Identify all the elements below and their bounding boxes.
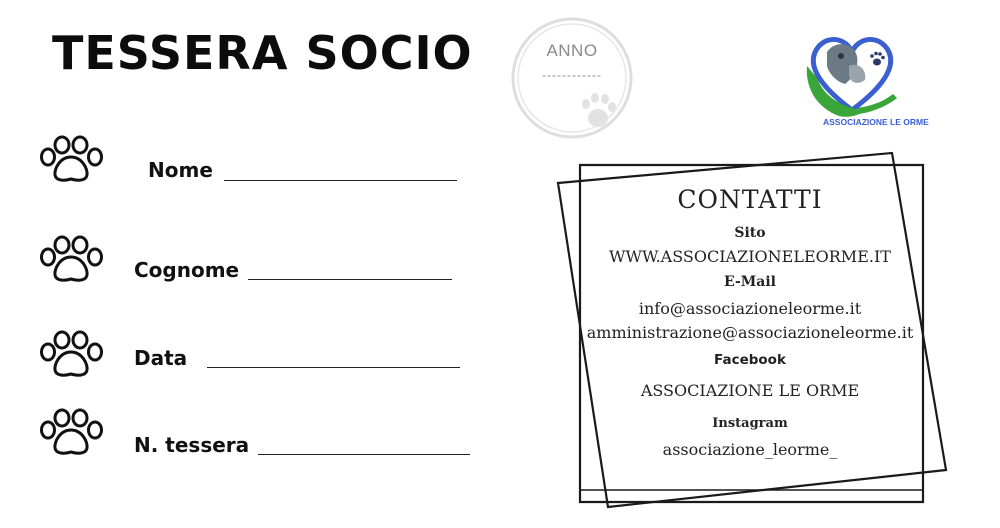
paw-icon (40, 135, 106, 185)
facebook-link[interactable]: ASSOCIAZIONE LE ORME (640, 381, 860, 400)
n-tessera-input-line[interactable] (258, 454, 470, 455)
field-data (40, 330, 480, 390)
site-link[interactable]: WWW.ASSOCIAZIONELEORME.IT (609, 247, 891, 266)
field-n-tessera (40, 408, 480, 468)
field-cognome (40, 235, 480, 295)
cognome-input-line[interactable] (248, 279, 452, 280)
facebook-label: Facebook (714, 352, 786, 368)
field-label: Data (134, 346, 188, 370)
logo-text: ASSOCIAZIONE LE ORME (823, 117, 929, 127)
field-label: Nome (148, 158, 213, 182)
site-label: Sito (734, 225, 766, 241)
paw-icon (40, 330, 106, 380)
paw-icon (40, 235, 106, 285)
email-link-info[interactable]: info@associazioneleorme.it (638, 299, 862, 318)
field-label: Cognome (134, 258, 240, 282)
paw-icon (40, 408, 106, 458)
instagram-label: Instagram (712, 416, 788, 431)
email-link-amministrazione[interactable]: amministrazione@associazioneleorme.it (586, 323, 914, 342)
anno-label: ANNO (546, 41, 598, 60)
field-label: N. tessera (134, 433, 250, 457)
contacts-title: CONTATTI (677, 185, 823, 214)
instagram-link[interactable]: associazione_leorme_ (662, 440, 838, 459)
data-input-line[interactable] (207, 367, 460, 368)
card-title: TESSERA SOCIO (52, 26, 473, 80)
field-nome (40, 135, 480, 195)
nome-input-line[interactable] (224, 180, 457, 181)
email-label: E-Mail (724, 274, 776, 290)
anno-value: ------------ (542, 68, 602, 82)
